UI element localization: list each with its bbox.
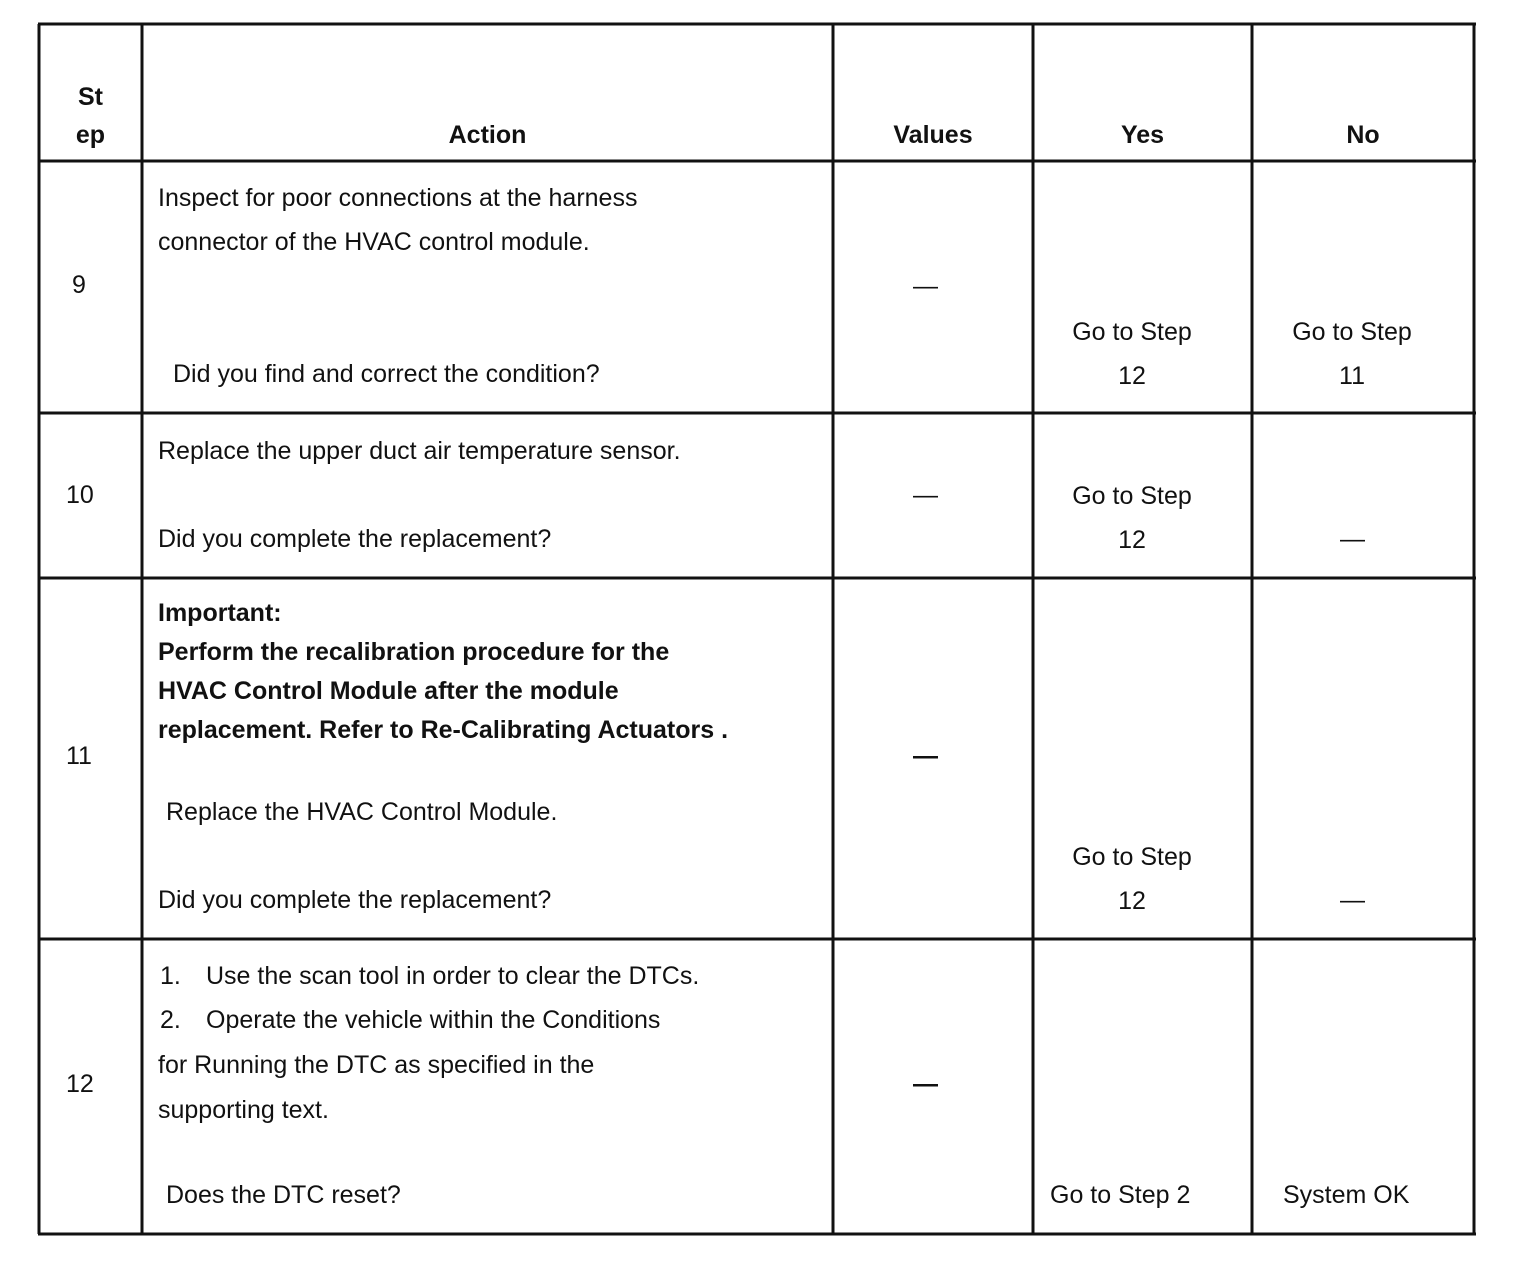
action-text: for Running the DTC as specified in the: [158, 1051, 595, 1079]
header-no: No: [1346, 121, 1380, 149]
header-step: [39, 78, 142, 154]
list-item-number: 2.: [160, 1006, 181, 1034]
values-text: —: [913, 1070, 938, 1098]
yes-result-line1: Go to Step: [1072, 482, 1192, 510]
important-text: replacement. Refer to Re-Calibrating Actuators .: [158, 716, 729, 744]
no-result: —: [1340, 886, 1365, 914]
no-result-line2: 11: [1339, 362, 1365, 390]
action-text: Replace the HVAC Control Module.: [166, 798, 558, 826]
no-result-line1: Go to Step: [1292, 318, 1412, 346]
action-text: connector of the HVAC control module.: [158, 228, 590, 256]
list-item-number: 1.: [160, 962, 181, 990]
header-values: Values: [893, 121, 973, 149]
yes-result: Go to Step 2: [1050, 1181, 1191, 1209]
important-label: Important:: [158, 599, 282, 627]
header-step-line2: ep: [75, 121, 106, 149]
action-text: Inspect for poor connections at the harness: [158, 184, 638, 212]
values-text: —: [913, 481, 938, 509]
yes-result: [1033, 835, 1231, 923]
values-text: —: [913, 272, 938, 300]
yes-result-line2: 12: [1118, 526, 1146, 554]
yes-result-line2: 12: [1118, 887, 1146, 915]
header-step-line1: St: [78, 83, 103, 111]
important-text: Perform the recalibration procedure for the: [158, 638, 670, 666]
no-result: —: [1340, 525, 1365, 553]
step-number: 9: [72, 271, 86, 299]
step-number: 12: [66, 1070, 94, 1098]
action-text: supporting text.: [158, 1096, 329, 1124]
header-action: Action: [448, 121, 527, 149]
yes-result-line2: 12: [1118, 362, 1146, 390]
action-question: Does the DTC reset?: [166, 1181, 401, 1209]
no-result: [1252, 310, 1452, 398]
yes-result: [1033, 310, 1231, 398]
yes-result-line1: Go to Step: [1072, 318, 1192, 346]
yes-result-line1: Go to Step: [1072, 843, 1192, 871]
list-item: Operate the vehicle within the Conditions: [206, 1006, 661, 1034]
header-yes: Yes: [1120, 121, 1165, 149]
action-question: Did you complete the replacement?: [158, 886, 552, 914]
action-text: Replace the upper duct air temperature sensor.: [158, 437, 681, 465]
values-text: —: [913, 742, 938, 770]
list-item: Use the scan tool in order to clear the DTCs.: [206, 962, 700, 990]
important-text: HVAC Control Module after the module: [158, 677, 619, 705]
important-note: [158, 594, 828, 750]
action-question: Did you complete the replacement?: [158, 525, 552, 553]
yes-result: [1033, 474, 1231, 562]
step-number: 10: [66, 481, 94, 509]
step-number: 11: [66, 742, 92, 770]
action-question: Did you find and correct the condition?: [173, 360, 600, 388]
no-result: System OK: [1283, 1181, 1410, 1209]
